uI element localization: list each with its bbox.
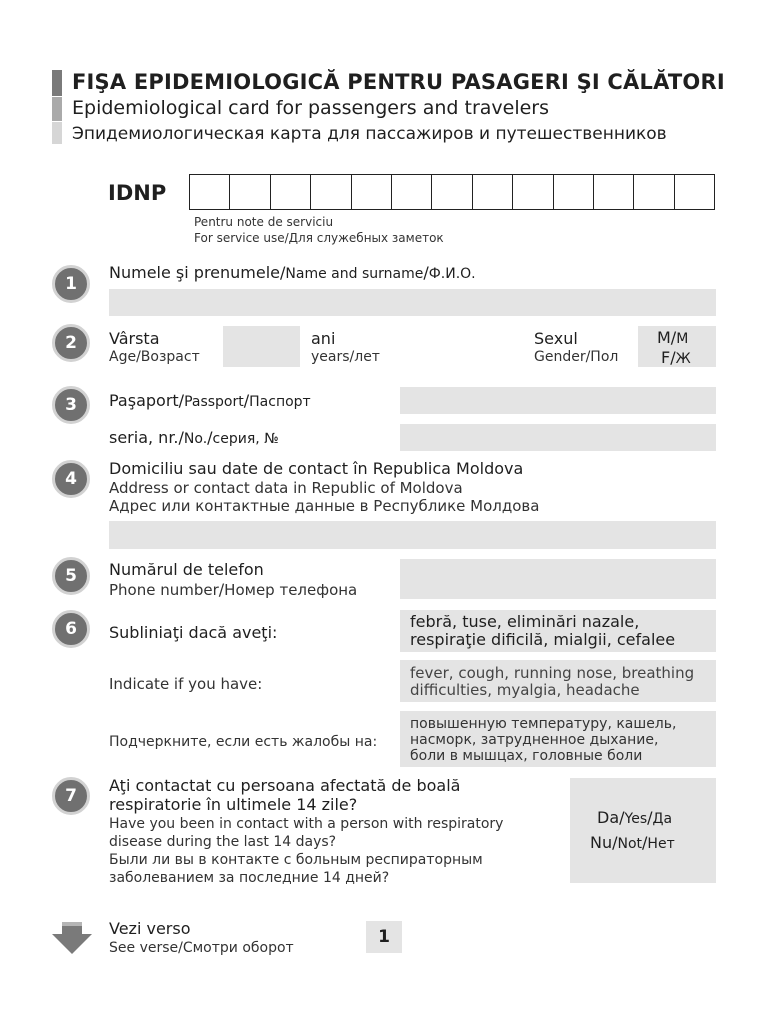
idnp-digit-cell[interactable] bbox=[190, 175, 230, 209]
no-en: Not bbox=[617, 836, 643, 852]
verso-label-en-ru: See verse/Смотри оборот bbox=[109, 940, 294, 956]
page-number: 1 bbox=[366, 921, 402, 953]
verso-label-ro: Vezi verso bbox=[109, 919, 191, 938]
section-number-6: 6 bbox=[52, 610, 90, 648]
name-field[interactable] bbox=[109, 289, 716, 316]
name-label-ro: Numele şi prenumele bbox=[109, 263, 281, 282]
passport-label-ro: Paşaport/ bbox=[109, 391, 185, 410]
section-number-1: 1 bbox=[52, 265, 90, 303]
address-label-ro: Domiciliu sau date de contact în Republica Moldova bbox=[109, 459, 524, 478]
symptoms-ru-line: боли в мышцах, головные боли bbox=[410, 748, 643, 764]
series-label-ru: серия, № bbox=[212, 431, 279, 447]
title-bar-mid bbox=[52, 97, 62, 121]
symptoms-ru-text bbox=[410, 716, 676, 764]
idnp-digit-cell[interactable] bbox=[634, 175, 674, 209]
contact-question-en-line: disease during the last 14 days? bbox=[109, 834, 337, 850]
sex-option-f[interactable] bbox=[661, 348, 691, 367]
yes-en: Yes bbox=[624, 811, 648, 827]
address-label-ru: Адрес или контактные данные в Республике Молдова bbox=[109, 497, 540, 515]
symptoms-en-line: fever, cough, running nose, breathing bbox=[410, 664, 695, 682]
passport-field[interactable] bbox=[400, 387, 716, 414]
contact-question-en bbox=[109, 815, 503, 851]
symptoms-en-text bbox=[410, 665, 694, 699]
idnp-digit-cell[interactable] bbox=[230, 175, 270, 209]
page-title: FIŞA EPIDEMIOLOGICĂ PENTRU PASAGERI ŞI CĂLĂTORI bbox=[72, 70, 725, 94]
answer-yes[interactable] bbox=[597, 808, 672, 827]
name-label-en: Name and surname bbox=[285, 266, 424, 282]
idnp-digit-cell[interactable] bbox=[675, 175, 714, 209]
idnp-digit-cell[interactable] bbox=[311, 175, 351, 209]
idnp-digit-cell[interactable] bbox=[473, 175, 513, 209]
symptoms-label-en: Indicate if you have: bbox=[109, 675, 263, 693]
phone-field[interactable] bbox=[400, 559, 716, 599]
idnp-label: IDNP bbox=[108, 181, 167, 205]
sex-label-en-ru: Gender/Пол bbox=[534, 349, 619, 365]
section-number-5: 5 bbox=[52, 557, 90, 595]
symptoms-ru-line: насморк, затрудненное дыхание, bbox=[410, 732, 659, 748]
contact-question-ru bbox=[109, 851, 483, 887]
separator: / bbox=[647, 808, 653, 827]
symptoms-ro-line: respiraţie dificilă, mialgii, cefalee bbox=[410, 630, 676, 649]
contact-question-ru-line: заболеванием за последние 14 дней? bbox=[109, 870, 390, 886]
contact-question-ro-line: Aţi contactat cu persoana afectată de boală bbox=[109, 776, 461, 795]
no-ru: Нет bbox=[647, 836, 675, 852]
contact-question-ru-line: Были ли вы в контакте с больным респираторным bbox=[109, 852, 483, 868]
separator: / bbox=[642, 833, 648, 852]
years-label-en-ru: years/лет bbox=[311, 349, 380, 365]
title-bar-light bbox=[52, 122, 62, 144]
separator: / bbox=[243, 391, 250, 410]
idnp-digit-cell[interactable] bbox=[594, 175, 634, 209]
symptoms-label-ru: Подчеркните, если есть жалобы на: bbox=[109, 734, 378, 750]
idnp-digit-cell[interactable] bbox=[392, 175, 432, 209]
sex-f-ru: Ж bbox=[675, 351, 691, 367]
answer-no[interactable] bbox=[590, 833, 675, 852]
years-label-ro: ani bbox=[311, 329, 336, 348]
symptoms-ro-line: febră, tuse, eliminări nazale, bbox=[410, 612, 640, 631]
separator: / bbox=[280, 263, 286, 282]
idnp-digit-cell[interactable] bbox=[352, 175, 392, 209]
yes-ro: Da/ bbox=[597, 808, 625, 827]
passport-label-ru: Паспорт bbox=[249, 394, 311, 410]
contact-answer-box[interactable] bbox=[570, 778, 716, 883]
name-label bbox=[109, 263, 476, 282]
sex-m-ro: M/ bbox=[657, 328, 677, 347]
contact-question-ro-line: respiratorie în ultimele 14 zile? bbox=[109, 795, 358, 814]
idnp-digit-cell[interactable] bbox=[432, 175, 472, 209]
address-label-en: Address or contact data in Republic of Moldova bbox=[109, 479, 463, 497]
phone-label-ro: Numărul de telefon bbox=[109, 560, 264, 579]
passport-label-en: Passport bbox=[184, 394, 244, 410]
separator: / bbox=[218, 580, 225, 599]
symptoms-label-ro: Subliniaţi dacă aveţi: bbox=[109, 623, 278, 642]
symptoms-en-line: difficulties, myalgia, headache bbox=[410, 681, 640, 699]
arrow-down-icon bbox=[52, 922, 92, 956]
section-number-7: 7 bbox=[52, 777, 90, 815]
name-label-ru: Ф.И.О. bbox=[428, 266, 476, 282]
idnp-digit-cell[interactable] bbox=[554, 175, 594, 209]
section-number-3: 3 bbox=[52, 386, 90, 424]
section-number-4: 4 bbox=[52, 460, 90, 498]
symptoms-ru-line: повышенную температуру, кашель, bbox=[410, 716, 677, 732]
address-field[interactable] bbox=[109, 521, 716, 549]
sex-m-ru: M bbox=[676, 331, 689, 347]
title-bar-dark bbox=[52, 70, 62, 96]
sex-option-m[interactable] bbox=[657, 328, 688, 347]
service-note-ro: Pentru note de serviciu bbox=[194, 215, 334, 229]
idnp-input-grid[interactable] bbox=[189, 174, 715, 210]
contact-question-ro bbox=[109, 776, 460, 814]
contact-question-en-line: Have you been in contact with a person with respiratory bbox=[109, 816, 504, 832]
service-note-en-ru: For service use/Для служебных заметок bbox=[194, 231, 444, 245]
separator: / bbox=[423, 263, 429, 282]
no-ro: Nu/ bbox=[590, 833, 618, 852]
age-label-en-ru: Age/Возраст bbox=[109, 349, 200, 365]
section-number-2: 2 bbox=[52, 324, 90, 362]
age-field[interactable] bbox=[223, 326, 300, 367]
series-field[interactable] bbox=[400, 424, 716, 451]
page-subtitle-ru: Эпидемиологическая карта для пассажиров и путешественников bbox=[72, 124, 667, 144]
symptoms-ro-text bbox=[410, 613, 675, 649]
page-subtitle-en: Epidemiological card for passengers and travelers bbox=[72, 97, 550, 119]
phone-label-ru: Номер телефона bbox=[224, 581, 358, 599]
series-label-en: No. bbox=[183, 431, 208, 447]
series-label-ro: seria, nr./ bbox=[109, 428, 184, 447]
yes-ru: Да bbox=[652, 811, 673, 827]
sex-f-ro: F/ bbox=[661, 348, 676, 367]
series-label bbox=[109, 428, 279, 447]
separator: / bbox=[207, 428, 213, 447]
idnp-digit-cell[interactable] bbox=[271, 175, 311, 209]
age-label-ro: Vârsta bbox=[109, 329, 160, 348]
idnp-digit-cell[interactable] bbox=[513, 175, 553, 209]
passport-label bbox=[109, 391, 311, 410]
phone-label-en-ru bbox=[109, 581, 357, 599]
phone-label-en: Phone number bbox=[109, 581, 219, 599]
sex-label-ro: Sexul bbox=[534, 329, 578, 348]
